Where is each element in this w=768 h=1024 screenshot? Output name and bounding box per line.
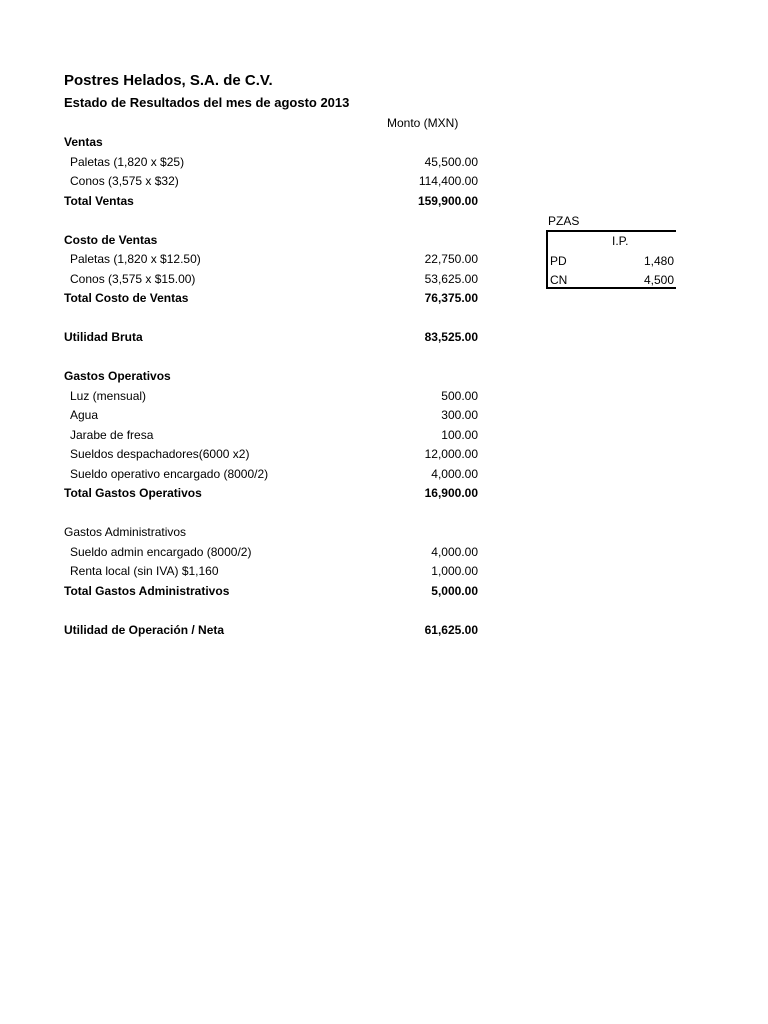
row-label: Luz (mensual) [70,388,147,403]
row-label: Renta local (sin IVA) $1,160 [70,564,219,578]
row-amount: 53,625.00 [424,271,478,286]
row-label: Jarabe de fresa [70,427,154,442]
amount-column-header: Monto (MXN) [387,116,459,130]
pzas-table [546,230,676,289]
company-title: Postres Helados, S.A. de C.V. [64,72,273,89]
statement-row [64,484,480,504]
statement-row [64,387,480,407]
row-amount: 5,000.00 [431,583,478,598]
pzas-column-header: I.P. [612,234,629,248]
statement-row [64,133,480,153]
statement-row [64,582,480,602]
statement-row [64,406,480,426]
statement-row [64,153,480,173]
statement-row [64,192,480,212]
row-label: Conos (3,575 x $32) [70,174,179,188]
row-amount: 83,525.00 [424,330,478,344]
row-amount: 12,000.00 [424,447,478,461]
row-amount: 500.00 [441,388,478,403]
blank-row [64,211,480,231]
row-label: Paletas (1,820 x $25) [70,154,185,169]
row-amount: 300.00 [441,408,478,422]
row-amount: 22,750.00 [424,252,478,266]
statement-row [64,231,480,251]
pzas-code: CN [550,273,568,287]
row-amount: 4,000.00 [431,544,478,559]
statement-row [64,270,480,290]
blank-row [64,348,480,368]
row-amount: 159,900.00 [417,193,478,208]
row-label: Total Costo de Ventas [64,291,189,305]
report-title: Estado de Resultados del mes de agosto 2013 [64,95,350,110]
pzas-qty: 1,480 [643,254,674,268]
blank-row [64,309,480,329]
row-label: Ventas [64,135,103,149]
row-label: Utilidad de Operación / Neta [64,622,225,637]
blank-row [64,504,480,524]
row-label: Utilidad Bruta [64,330,143,344]
row-label: Gastos Operativos [64,369,171,383]
pzas-row [548,271,676,290]
row-amount: 4,000.00 [431,466,478,481]
row-amount: 76,375.00 [424,291,478,305]
statement-row [64,172,480,192]
pzas-code: PD [550,254,567,268]
row-amount: 45,500.00 [424,154,478,169]
row-amount: 100.00 [441,427,478,442]
row-amount: 16,900.00 [424,486,478,500]
row-label: Sueldo operativo encargado (8000/2) [70,466,269,481]
row-label: Costo de Ventas [64,232,158,247]
row-label: Sueldos despachadores(6000 x2) [70,447,250,461]
blank-row [64,601,480,621]
row-label: Agua [70,408,99,422]
row-label: Sueldo admin encargado (8000/2) [70,544,252,559]
row-amount: 114,400.00 [418,174,478,188]
row-amount: 61,625.00 [424,622,478,637]
statement-row [64,289,480,309]
row-label: Total Gastos Operativos [64,486,202,500]
statement-row [64,328,480,348]
statement-row [64,562,480,582]
statement-row [64,621,480,641]
row-label: Paletas (1,820 x $12.50) [70,252,201,266]
pzas-qty: 4,500 [643,273,674,287]
statement-row [64,250,480,270]
row-amount: 1,000.00 [431,564,478,578]
row-label: Conos (3,575 x $15.00) [70,271,196,286]
statement-row [64,543,480,563]
row-label: Total Ventas [64,193,134,208]
statement-row [64,445,480,465]
statement-row [64,465,480,485]
income-statement-rows [64,133,480,640]
statement-row [64,426,480,446]
row-label: Gastos Administrativos [64,525,187,539]
row-label: Total Gastos Administrativos [64,583,230,598]
statement-row [64,523,480,543]
pzas-row [548,252,676,271]
statement-row [64,367,480,387]
pzas-title: PZAS [548,214,580,228]
